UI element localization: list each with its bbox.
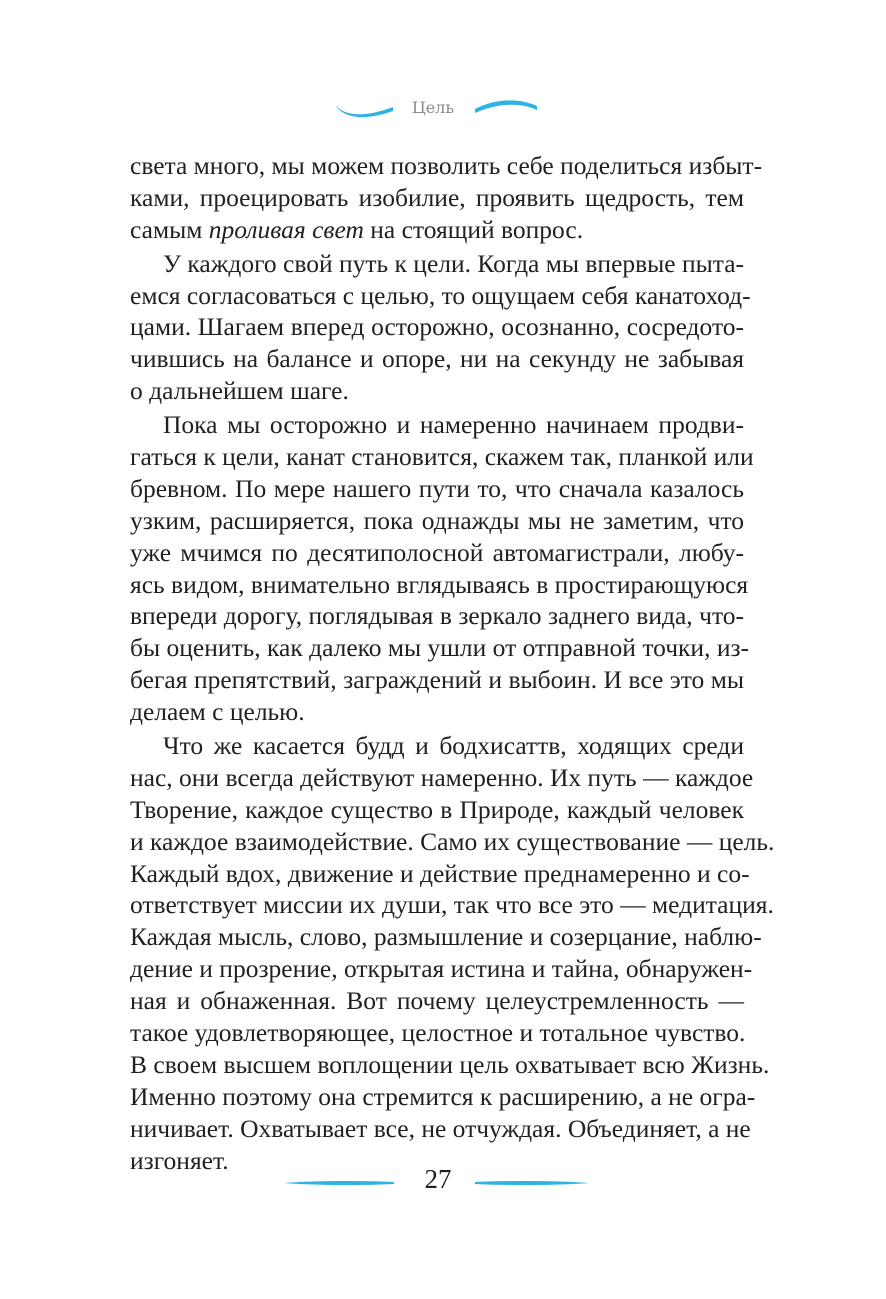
text-line: ничивает. Охватывает все, не отчуждая. Объединяет, а не [130, 1113, 751, 1143]
text-line: Пока мы осторожно и намеренно начинаем продви- [163, 410, 744, 440]
paragraph [130, 409, 754, 728]
text-line: ответствует миссии их души, так что все это — медитация. [130, 890, 774, 920]
wave-ornament-left-icon [334, 96, 394, 120]
text-segment: самым [130, 214, 209, 244]
text-line: Именно поэтому она стремится к расширению, а не огра- [130, 1081, 756, 1111]
text-line: о дальнейшем шаге. [130, 376, 349, 406]
text-line: бы оценить, как далеко мы ушли от отправной точки, из- [130, 633, 750, 663]
text-line: бревном. По мере нашего пути то, что сначала казалось [130, 473, 744, 503]
text-line: У каждого свой путь к цели. Когда мы впервые пыта- [163, 248, 745, 278]
italic-phrase: проливая свет [208, 214, 364, 244]
text-line: ная и обнаженная. Вот почему целеустремленность — [130, 986, 744, 1016]
text-line: узким, расширяется, пока однажды мы не заметим, что [130, 505, 744, 535]
text-segment: на стоящий вопрос. [363, 214, 584, 244]
text-line: впереди дорогу, поглядывая в зеркало заднего вида, что- [130, 601, 744, 631]
text-line: изгоняет. [130, 1145, 229, 1175]
paragraph [130, 248, 751, 407]
line-ornament-right-icon [475, 1177, 589, 1189]
text-line: цами. Шагаем вперед осторожно, осознанно, сосредото- [130, 312, 744, 342]
text-line: Каждый вдох, движение и действие преднамеренно и со- [130, 858, 750, 888]
paragraph [130, 730, 775, 1176]
text-line: Каждая мысль, слово, размышление и созерцание, наблю- [130, 922, 762, 952]
line-ornament-left-icon [284, 1177, 394, 1189]
text-line: и каждое взаимодействие. Само их существование — цель. [130, 826, 775, 856]
text-line: емся согласоваться с целью, то ощущаем себя канатоход- [130, 280, 751, 310]
page-number: 27 [424, 1164, 452, 1194]
page-footer [0, 1164, 886, 1200]
text-line: гаться к цели, канат становится, скажем так, планкой или [130, 442, 754, 472]
text-line: ками, проецировать изобилие, проявить щедрость, тем [130, 182, 744, 212]
text-line: Что же касается будд и бодхисаттв, ходящих среди [163, 731, 744, 761]
text-line: света много, мы можем позволить себе поделиться избыт- [130, 151, 763, 180]
text-line: нас, они всегда действуют намеренно. Их путь — каждое [130, 762, 754, 792]
text-line: уже мчимся по десятиполосной автомагистрали, любу- [130, 537, 744, 567]
text-line: ясь видом, внимательно вглядываясь в простирающуюся [130, 569, 749, 599]
text-line: делаем с целью. [130, 697, 305, 727]
text-line [130, 214, 744, 246]
text-line: такое удовлетворяющее, целостное и тотальное чувство. [130, 1018, 746, 1048]
wave-ornament-right-icon [474, 96, 538, 120]
running-header [0, 94, 886, 124]
text-line: чившись на балансе и опоре, ни на секунду не забывая [130, 344, 744, 374]
running-title: Цель [411, 98, 455, 117]
body-text [130, 150, 775, 1177]
text-line: Творение, каждое существо в Природе, каждый человек [130, 794, 744, 824]
paragraph [130, 150, 763, 246]
text-line: В своем высшем воплощении цель охватывает всю Жизнь. [130, 1049, 770, 1079]
text-line: бегая препятствий, заграждений и выбоин. И все это мы [130, 665, 744, 695]
text-line: дение и прозрение, открытая истина и тайна, обнаружен- [130, 954, 753, 984]
